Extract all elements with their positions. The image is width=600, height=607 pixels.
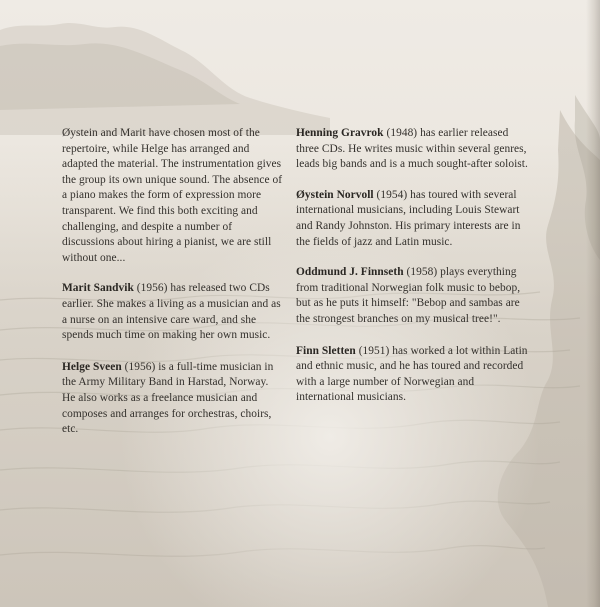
bio-marit-sandvik xyxy=(62,281,284,343)
right-text-column xyxy=(296,126,532,406)
bio-name: Henning Gravrok xyxy=(296,127,384,139)
bio-text: has toured with several international musicians, including Louis Stewart and Randy Johnston. His primary interests are in the fields of jazz and Latin music. xyxy=(296,188,521,248)
bio-year: (1956) xyxy=(124,360,156,373)
bio-year: (1956) xyxy=(136,282,168,295)
bio-finn-sletten xyxy=(296,344,532,406)
bio-name: Øystein Norvoll xyxy=(296,188,374,201)
booklet-fold-shadow xyxy=(586,0,600,607)
bio-name: Marit Sandvik xyxy=(62,282,134,295)
bio-henning-gravrok xyxy=(296,126,532,173)
bio-text: has worked a lot within Latin and ethnic music, and he has toured and recorded with a large number of Norwegian and international musicians. xyxy=(296,344,528,404)
bio-year: (1954) xyxy=(376,188,408,201)
bio-oystein-norvoll xyxy=(296,188,532,250)
bio-name: Finn Sletten xyxy=(296,344,356,357)
left-text-column xyxy=(62,126,284,438)
bio-text: plays everything from traditional Norwegian folk music to bebop, but as he puts it himself: "Bebop and sambas are the strongest branches on my musical tree!". xyxy=(296,266,521,325)
bio-year: (1958) xyxy=(406,266,438,279)
bio-name: Oddmund J. Finnseth xyxy=(296,266,404,279)
bio-name: Helge Sveen xyxy=(62,360,122,373)
intro-paragraph: Øystein and Marit have chosen most of the repertoire, while Helge has arranged and adapted the material. The instrumentation gives the group its own unique sound. The absence of a piano makes the form of expression more transparent. We find this both exciting and challenging, and despite a number of discussions about hiring a pianist, we are still without one... xyxy=(62,127,283,264)
bio-year: (1951) xyxy=(358,344,390,357)
bio-oddmund-finnseth xyxy=(296,265,532,327)
bio-helge-sveen xyxy=(62,360,284,438)
bio-text: has released two CDs earlier. She makes a living as a musician and as a nurse on an intensive care ward, and she spends much time on making her own music. xyxy=(62,282,281,342)
bio-text: has earlier released three CDs. He writes music within several genres, leads big bands and is a much sought-after soloist. xyxy=(296,127,528,171)
bio-year: (1948) xyxy=(386,127,418,139)
bio-text: is a full-time musician in the Army Military Band in Harstad, Norway. He also works as a freelance musician and composes and arranges for orchestras, choirs, etc. xyxy=(62,360,274,436)
